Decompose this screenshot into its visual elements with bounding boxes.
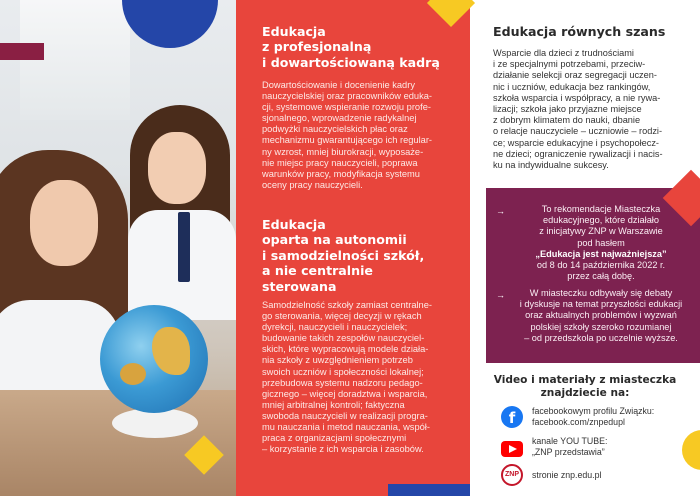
video-heading: Video i materiały z miasteczka znajdziecie na: [493, 374, 677, 399]
heading-school-autonomy: Edukacja oparta na autonomii i samodzielności szkół, a nie centralnie sterowana [262, 217, 425, 294]
hero-photo [0, 0, 236, 496]
decorative-yellow-circle [682, 430, 700, 470]
background-window [20, 0, 130, 120]
heading-equal-opportunities: Edukacja równych szans [493, 24, 666, 39]
facebook-link-text: facebookowym profilu Związku: facebook.com/znpedupl [532, 406, 655, 427]
youtube-icon [501, 441, 523, 457]
arrow-icon: → [496, 290, 505, 300]
recommendations-text-end: od 8 do 14 października 2022 r. przez całą dobę. [536, 260, 666, 282]
debates-text: W miasteczku odbywały się debaty i dyskusje na temat przyszłości edukacji oraz aktualnych problemów i wyzwań polskiej szkoły szeroko rozumianej – od przedszkola po uczelnie wyższe. [519, 288, 683, 343]
slogan: „Edukacja jest najważniejsza” [535, 248, 667, 259]
girl-right-tie [178, 212, 190, 282]
recommendations-text-start: To rekomendacje Miasteczka edukacyjnego, które działało z inicjatywy ZNP w Warszawie pod hasłem [539, 204, 663, 248]
arrow-icon: → [496, 206, 505, 216]
znp-logo-icon: ZNP [501, 464, 523, 486]
globe-land [152, 327, 190, 375]
recommendations-box [486, 188, 700, 363]
globe-icon [100, 305, 208, 413]
recommendations-text [508, 204, 694, 282]
right-panel [470, 0, 700, 496]
website-link-text: stronie znp.edu.pl [532, 469, 602, 480]
facebook-icon: f [501, 406, 523, 428]
decorative-blue-bar [388, 484, 470, 496]
middle-panel [236, 0, 470, 496]
body-equal-opportunities: Wsparcie dla dzieci z trudnościami i ze specjalnymi potrzebami, przeciw- działanie selekcji oraz segregacji uczen- nic i uczniów, edukacja bez rankingów, szkoła wsparcia i współpracy, a nie rywa- lizacji; szkoła jako przyjazne miejsce z dobrym klimatem do nauki, dbanie o relacje nauczyciele – uczniowie – rodzi- ce; wsparcie edukacyjne i psychopołecz- ne dzieci; ograniczenie rywalizacji i nacis- ku na indywidualne sukcesy. [493, 48, 663, 171]
heading-qualified-staff: Edukacja z profesjonalną i dowartościowaną kadrą [262, 24, 440, 70]
decorative-maroon-bar [0, 43, 44, 60]
decorative-blue-circle [122, 0, 218, 48]
body-school-autonomy: Samodzielność szkoły zamiast centralne- go sterowania, więcej decyzji w rękach dyrekcji, nauczycieli i nauczycielek; budowanie takich zespołów nauczyciel- skich, które wypracowują modele działa- nia szkoły z uwzględnieniem potrzeb swoich uczniów i społeczności lokalnej; przebudowa systemu nadzoru pedago- gicznego – więcej doradztwa i wsparcia, mniej arbitralnej kontroli; faktyczna swoboda nauczycieli w realizacji progra- mu nauczania i metod nauczania, współ- praca z organizacjami społecznymi – korzystanie z ich wsparcia i zasobów. [262, 300, 432, 455]
youtube-link[interactable] [501, 436, 607, 458]
girl-right-face [148, 132, 206, 204]
globe-land [120, 363, 146, 385]
girl-left-face [30, 180, 98, 266]
youtube-link-text: kanale YOU TUBE: „ZNP przedstawia” [532, 436, 608, 457]
facebook-link[interactable] [501, 406, 654, 428]
website-link[interactable] [501, 464, 601, 486]
body-qualified-staff: Dowartościowanie i docenienie kadry nauczycielskiej oraz pracowników eduka- cji, systemowe wspieranie rozwoju profe- sjonalnego, wprowadzenie radykalnej podwyżki nauczycielskich płac oraz mechanizmu gwarantującego ich regular- ny wzrost, mniej biurokracji, wyposaże- nie miejsc pracy nauczycieli, poprawa warunków pracy, modyfikacja systemu oceny pracy nauczycieli. [262, 80, 433, 190]
